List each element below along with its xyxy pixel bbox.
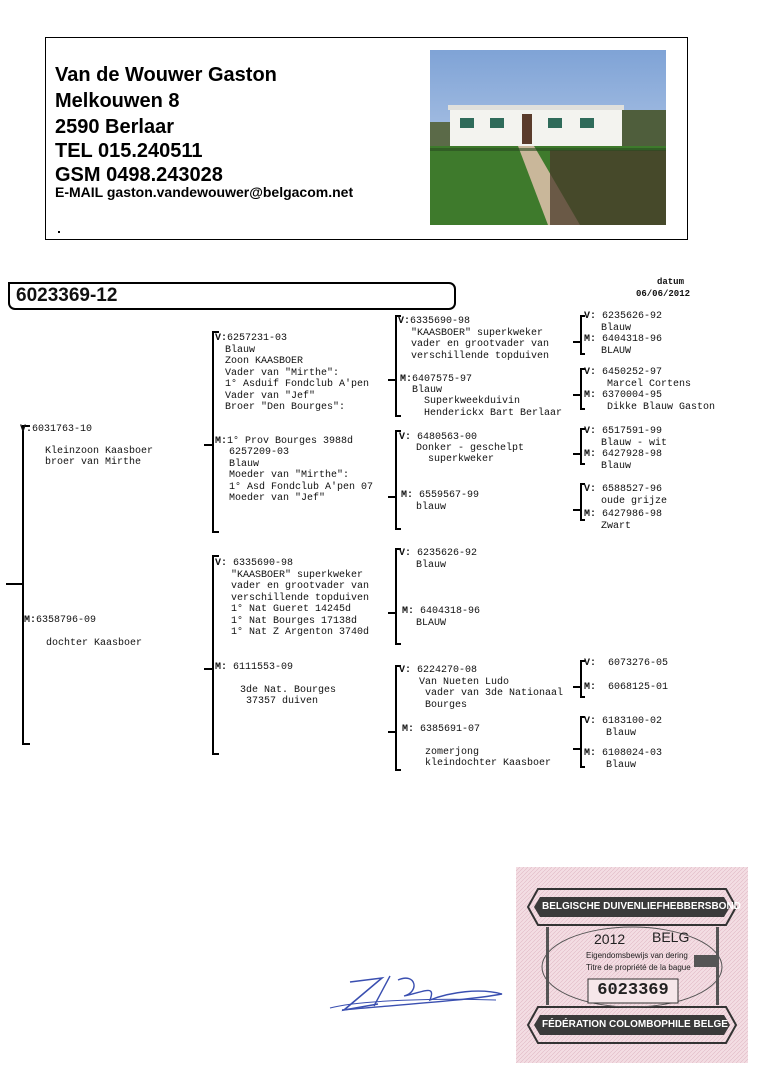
gen4-5-notes: Blauw - wit [601,438,668,449]
stamp-year: 2012 [594,931,626,947]
gen2-connector-bottom [204,668,213,670]
gen4-4-notes: Dikke Blauw Gaston [595,402,716,413]
gen3-3-notes: Donker - geschelpt superkweker [416,443,525,466]
gen2-sire-bottom-notes: "KAASBOER" superkweker vader en grootvader van verschillende topduiven 1° Nat Gueret 14245d 1° Nat Bourges 17138d 1° Nat Z Argenton 3740d [231,570,370,639]
stamp-bottom-label: FÉDÉRATION COLOMBOPHILE BELGE [542,1019,728,1030]
gen4-1-notes: Blauw [601,323,632,334]
gen3-connector-4 [388,731,396,733]
gen2-dam-top-ring: 6257209-03 [229,447,290,458]
gen1-bracket [22,425,30,745]
gen4-connector-4 [573,509,581,511]
gen1-dam-ring: M:6358796-09 [24,615,97,626]
stamp-line-fr: Titre de propriété de la bague [586,963,691,972]
gen3-5-ring: V: 6235626-92 [399,548,478,559]
dot-mark [58,231,60,233]
date-label: datum [656,277,684,287]
gen3-bracket-3 [395,548,401,645]
gen4-9-ring: V: 6073276-05 [584,658,669,669]
gen4-8-ring: M: 6427986-98 [584,509,663,520]
gen4-3-notes: Marcel Cortens [595,379,692,390]
owner-street: Melkouwen 8 [55,90,180,112]
gen2-bracket-top [212,331,219,533]
gen3-8-notes: zomerjong kleindochter Kaasboer [425,747,552,770]
gen4-2-ring: M: 6404318-96 [584,334,663,345]
gen4-6-ring: M: 6427928-98 [584,449,663,460]
gen4-1-ring: V: 6235626-92 [584,311,663,322]
gen4-12-ring: M: 6108024-03 [584,748,663,759]
gen4-2-notes: BLAUW [601,346,632,357]
gen2-dam-bottom-ring: M: 6111553-09 [215,662,294,673]
gen4-5-ring: V: 6517591-99 [584,426,663,437]
gen3-1-ring: V:6335690-98 [398,316,471,327]
gen3-bracket-2 [395,430,401,530]
owner-gsm: GSM 0498.243028 [55,164,223,186]
date-value: 06/06/2012 [635,289,690,299]
gen4-connector-3 [573,453,581,455]
gen4-6-notes: Blauw [601,461,632,472]
gen3-5-notes: Blauw [416,560,447,571]
gen4-11-ring: V: 6183100-02 [584,716,663,727]
gen4-4-ring: M: 6370004-95 [584,390,663,401]
gen3-bracket-1 [395,315,401,417]
gen4-connector-6 [573,748,581,750]
handwritten-signature [320,970,510,1020]
owner-city: 2590 Berlaar [55,116,174,138]
gen4-connector-2 [573,394,581,396]
stamp-ring-number: 6023369 [597,981,669,1000]
stamp-line-nl: Eigendomsbewijs van dering [586,951,688,960]
gen4-10-ring: M: 6068125-01 [584,682,669,693]
gen2-dam-bottom-notes: 3de Nat. Bourges 37357 duiven [240,685,337,708]
stamp-country: BELG [652,929,690,945]
ring-number-banner: 6023369-12 [8,282,456,310]
owner-card [45,37,688,240]
gen2-dam-top-pre: M:1° Prov Bourges 3988d [215,436,354,447]
gen3-7-notes: Van Nueten Ludo vader van 3de Nationaal Bourges [419,677,564,711]
owner-tel: TEL 015.240511 [55,140,203,162]
loft-photo [430,50,666,225]
stamp-top-label: BELGISCHE DUIVENLIEFHEBBERSBOND [542,901,741,912]
gen1-sire-ring: V:6031763-10 [20,424,93,435]
gen3-6-notes: BLAUW [416,618,447,629]
gen3-connector-3 [388,612,396,614]
gen2-sire-top-notes: Blauw Zoon KAASBOER Vader van "Mirthe": 1° Asduif Fondclub A'pen Vader van "Jef" Broer "Den Bourges": [225,345,370,414]
gen3-4-ring: M: 6559567-99 [401,490,480,501]
owner-name: Van de Wouwer Gaston [55,64,277,86]
gen4-connector-5 [573,686,581,688]
gen4-7-ring: V: 6588527-96 [584,484,663,495]
gen4-connector-1 [573,341,581,343]
gen3-bracket-4 [395,665,401,771]
gen1-sire-notes: Kleinzoon Kaasboer broer van Mirthe [45,446,154,469]
gen3-connector-2 [388,496,396,498]
gen4-11-notes: Blauw [606,728,637,739]
ring-ownership-stamp [516,867,748,1063]
gen2-connector-top [204,444,213,446]
gen2-bracket-bottom [212,555,219,755]
gen4-8-notes: Zwart [601,521,632,532]
gen4-12-notes: Blauw [606,760,637,771]
gen3-6-ring: M: 6404318-96 [402,606,481,617]
gen2-sire-top-ring: V:6257231-03 [215,333,288,344]
gen1-connector [6,583,23,585]
owner-email: E-MAIL gaston.vandewouwer@belgacom.net [55,184,354,200]
gen4-7-notes: oude grijze [595,496,668,507]
gen3-connector-1 [388,379,396,381]
gen3-1-notes: "KAASBOER" superkweker vader en grootvader van verschillende topduiven [411,328,550,362]
gen3-4-notes: blauw [416,502,447,513]
gen1-dam-notes: dochter Kaasboer [46,638,143,649]
gen4-3-ring: V: 6450252-97 [584,367,663,378]
gen3-3-ring: V: 6480563-00 [399,432,478,443]
gen2-dam-top-notes: Blauw Moeder van "Mirthe": 1° Asd Fondclub A'pen 07 Moeder van "Jef" [229,459,374,505]
gen3-7-ring: V: 6224270-08 [399,665,478,676]
gen3-2-notes: Blauw Superkweekduivin Henderickx Bart Berlaar [412,385,563,419]
gen3-8-ring: M: 6385691-07 [402,724,481,735]
gen2-sire-bottom-ring: V: 6335690-98 [215,558,294,569]
gen3-2-ring: M:6407575-97 [400,374,473,385]
